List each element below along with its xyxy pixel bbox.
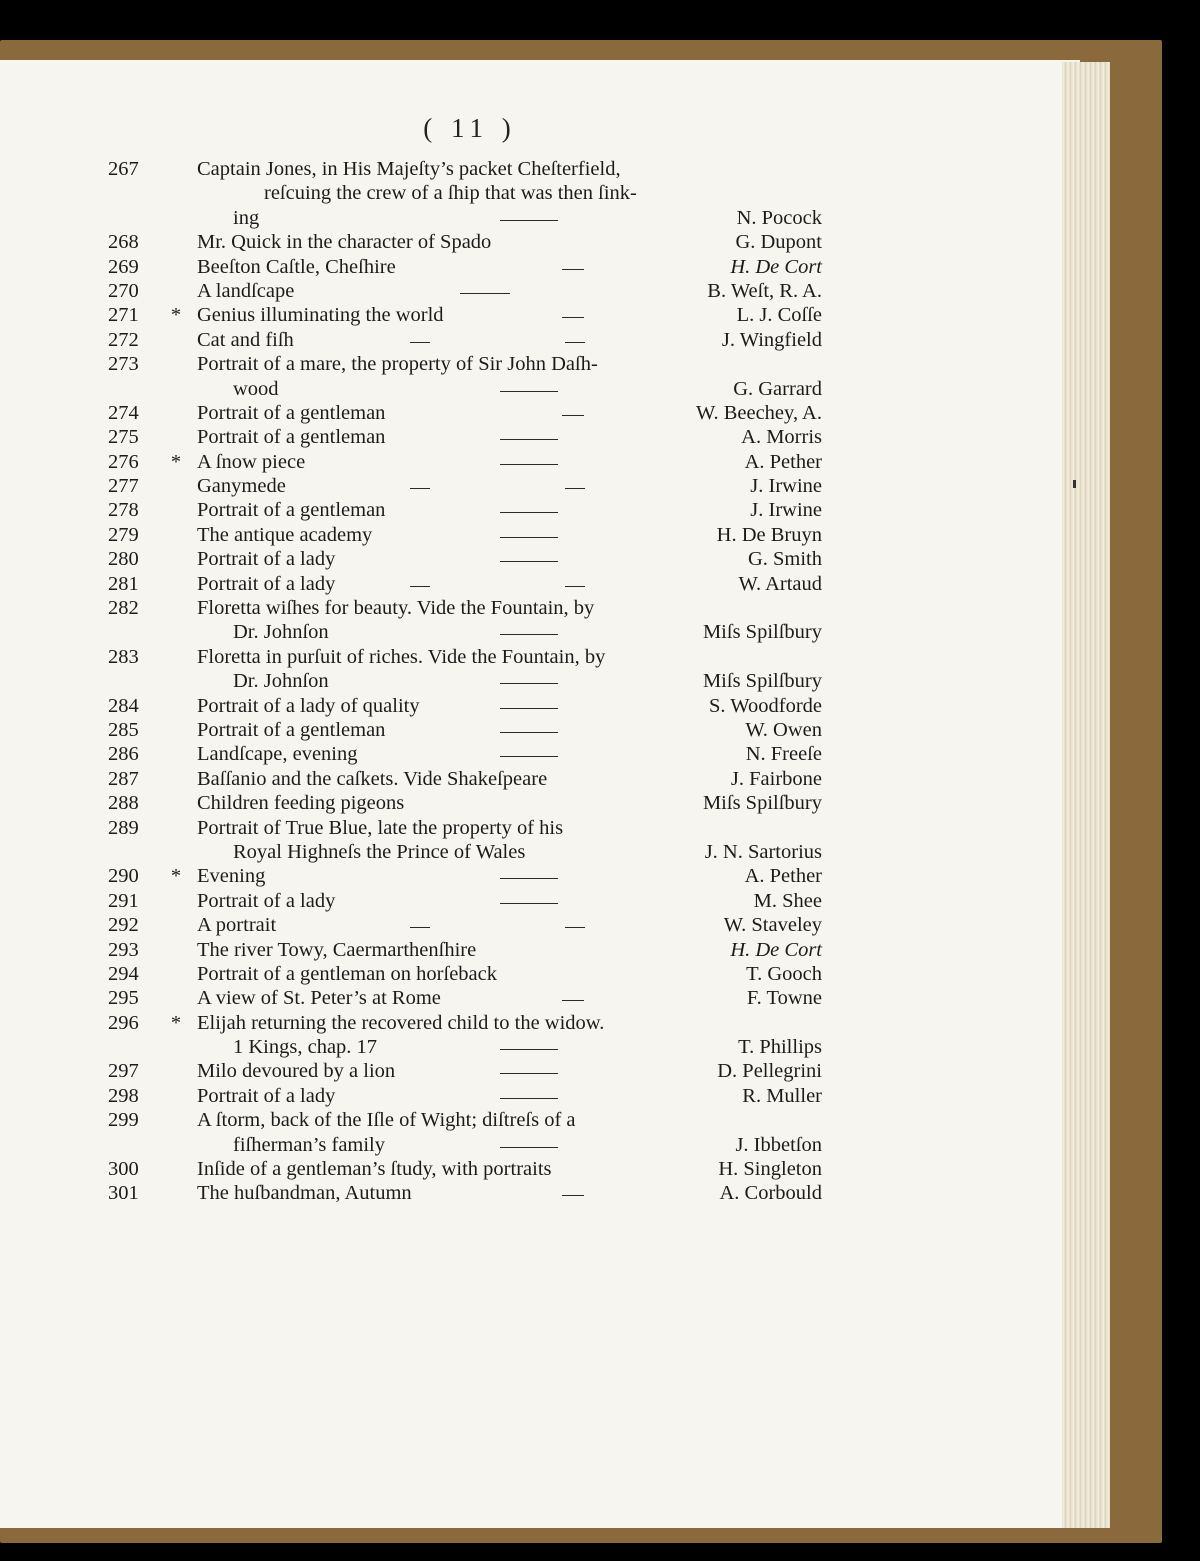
entry-artist: J. Wingfield — [721, 328, 822, 351]
catalogue-entry — [0, 914, 1080, 938]
exhibit-asterisk: * — [170, 1011, 182, 1034]
exhibit-asterisk: * — [170, 450, 182, 473]
entry-title: Portrait of a gentleman — [197, 401, 386, 424]
page-number-header: ( 11 ) — [423, 113, 517, 143]
entry-title: A ſtorm, back of the Iſle of Wight; diſtreſs of a — [197, 1109, 576, 1132]
entry-number: 284 — [108, 694, 139, 717]
catalogue-entry — [0, 573, 1080, 597]
entry-title: The river Towy, Caermarthenſhire — [197, 938, 477, 961]
catalogue-entry — [0, 1036, 1080, 1060]
leader-dash — [500, 878, 558, 879]
catalogue-entry — [0, 963, 1080, 987]
catalogue-entry — [0, 792, 1080, 816]
entry-number: 282 — [108, 597, 139, 620]
entry-number: 283 — [108, 645, 139, 668]
catalogue-entries — [0, 158, 1080, 1207]
exhibit-asterisk: * — [170, 865, 182, 888]
entry-title: Elijah returning the recovered child to the widow. — [197, 1011, 605, 1034]
catalogue-entry — [0, 1134, 1080, 1158]
entry-number: 271 — [108, 304, 139, 327]
entry-title: A landſcape — [197, 279, 295, 302]
leader-dash — [562, 1195, 584, 1196]
entry-title: Floretta in purſuit of riches. Vide the Fountain, by — [197, 645, 606, 668]
leader-dash — [500, 512, 558, 513]
catalogue-entry — [0, 621, 1080, 645]
entry-title: ing — [233, 206, 260, 229]
entry-title: The huſbandman, Autumn — [197, 1182, 412, 1205]
leader-dash — [565, 927, 585, 928]
catalogue-entry — [0, 1012, 1080, 1036]
entry-number: 290 — [108, 865, 139, 888]
entry-number: 292 — [108, 914, 139, 937]
entry-artist: S. Woodforde — [709, 694, 822, 717]
leader-dash — [500, 220, 558, 221]
entry-artist: A. Morris — [741, 426, 822, 449]
entry-artist: Miſs Spilſbury — [702, 792, 822, 815]
entry-artist: H. Singleton — [718, 1158, 822, 1181]
catalogue-entry — [0, 353, 1080, 377]
entry-artist: J. N. Sartorius — [704, 840, 822, 863]
leader-dash — [562, 1000, 584, 1001]
entry-artist: H. De Cort — [730, 255, 822, 278]
catalogue-entry — [0, 743, 1080, 767]
entry-number: 279 — [108, 523, 139, 546]
entry-title: Portrait of a lady — [197, 572, 336, 595]
entry-number: 291 — [108, 889, 139, 912]
catalogue-entry — [0, 768, 1080, 792]
entry-number: 297 — [108, 1060, 139, 1083]
leader-dash — [500, 903, 558, 904]
entry-title: fiſherman’s family — [233, 1133, 385, 1156]
entry-artist: N. Pocock — [736, 206, 822, 229]
leader-dash — [500, 634, 558, 635]
entry-artist: J. Ibbetſon — [735, 1133, 822, 1156]
entry-number: 293 — [108, 938, 139, 961]
entry-title: Portrait of a gentleman — [197, 426, 386, 449]
exhibit-asterisk: * — [170, 304, 182, 327]
entry-title: 1 Kings, chap. 17 — [233, 1036, 378, 1059]
entry-artist: A. Pether — [744, 865, 822, 888]
entry-artist: R. Muller — [742, 1084, 822, 1107]
leader-dash — [500, 732, 558, 733]
catalogue-entry — [0, 231, 1080, 255]
catalogue-entry — [0, 1182, 1080, 1206]
entry-artist: J. Irwine — [750, 499, 822, 522]
entry-artist: W. Owen — [745, 718, 822, 741]
catalogue-entry — [0, 524, 1080, 548]
entry-title: Mr. Quick in the character of Spado — [197, 231, 492, 254]
entry-artist: H. De Bruyn — [716, 523, 822, 546]
catalogue-entry — [0, 1085, 1080, 1109]
entry-artist: T. Phillips — [738, 1036, 822, 1059]
entry-artist: N. Freeſe — [745, 743, 822, 766]
entry-number: 301 — [108, 1182, 139, 1205]
entry-number: 278 — [108, 499, 139, 522]
entry-number: 296 — [108, 1011, 139, 1034]
leader-dash — [500, 1049, 558, 1050]
entry-artist: F. Towne — [746, 987, 822, 1010]
leader-dash — [500, 708, 558, 709]
entry-artist: Miſs Spilſbury — [702, 621, 822, 644]
leader-dash — [500, 1098, 558, 1099]
entry-title: Dr. Johnſon — [233, 621, 329, 644]
leader-dash — [460, 293, 510, 294]
catalogue-entry — [0, 304, 1080, 328]
entry-title: Evening — [197, 865, 266, 888]
entry-number: 267 — [108, 158, 139, 180]
catalogue-entry — [0, 207, 1080, 231]
entry-artist: J. Irwine — [750, 475, 822, 498]
catalogue-entry — [0, 402, 1080, 426]
entry-number: 277 — [108, 475, 139, 498]
entry-title: reſcuing the crew of a ſhip that was then ſink- — [264, 182, 637, 205]
catalogue-entry — [0, 841, 1080, 865]
entry-artist: H. De Cort — [730, 938, 822, 961]
catalogue-entry — [0, 597, 1080, 621]
entry-number: 280 — [108, 548, 139, 571]
leader-dash — [500, 391, 558, 392]
entry-artist: D. Pellegrini — [717, 1060, 822, 1083]
entry-title: Beeſton Caſtle, Cheſhire — [197, 255, 396, 278]
leader-dash — [410, 342, 430, 343]
catalogue-entry — [0, 695, 1080, 719]
entry-number: 274 — [108, 401, 139, 424]
entry-artist: M. Shee — [753, 889, 822, 912]
entry-number: 272 — [108, 328, 139, 351]
catalogue-entry — [0, 890, 1080, 914]
entry-title: Captain Jones, in His Majeſty’s packet Cheſterfield, — [197, 158, 621, 180]
catalogue-entry — [0, 1158, 1080, 1182]
leader-dash — [500, 561, 558, 562]
entry-title: Cat and fiſh — [197, 328, 294, 351]
entry-artist: G. Smith — [747, 548, 822, 571]
entry-number: 299 — [108, 1109, 139, 1132]
entry-number: 268 — [108, 231, 139, 254]
catalogue-entry — [0, 719, 1080, 743]
entry-artist: A. Corbould — [719, 1182, 822, 1205]
entry-title: A portrait — [197, 914, 277, 937]
entry-title: wood — [233, 377, 279, 400]
entry-artist: J. Fairbone — [730, 767, 822, 790]
leader-dash — [565, 342, 585, 343]
catalogue-entry — [0, 280, 1080, 304]
catalogue-entry — [0, 646, 1080, 670]
entry-title: Children feeding pigeons — [197, 792, 405, 815]
entry-title: Portrait of a mare, the property of Sir John Daſh- — [197, 353, 598, 376]
entry-title: Genius illuminating the world — [197, 304, 444, 327]
entry-title: Portrait of True Blue, late the property of his — [197, 816, 564, 839]
leader-dash — [562, 415, 584, 416]
entry-title: Inſide of a gentleman’s ſtudy, with portraits — [197, 1158, 552, 1181]
entry-artist: W. Beechey, A. — [695, 401, 822, 424]
entry-number: 270 — [108, 279, 139, 302]
leader-dash — [410, 927, 430, 928]
catalogue-entry — [0, 1109, 1080, 1133]
leader-dash — [410, 586, 430, 587]
entry-title: Baſſanio and the caſkets. Vide Shakeſpeare — [197, 767, 548, 790]
entry-number: 295 — [108, 987, 139, 1010]
catalogue-entry — [0, 475, 1080, 499]
catalogue-entry — [0, 451, 1080, 475]
entry-number: 294 — [108, 962, 139, 985]
entry-title: Portrait of a lady of quality — [197, 694, 420, 717]
entry-artist: T. Gooch — [746, 962, 822, 985]
catalogue-entry — [0, 817, 1080, 841]
entry-title: Royal Highneſs the Prince of Wales — [233, 840, 526, 863]
leader-dash — [562, 317, 584, 318]
entry-artist: W. Staveley — [723, 914, 822, 937]
entry-number: 300 — [108, 1158, 139, 1181]
catalogue-entry — [0, 158, 1080, 182]
entry-number: 287 — [108, 767, 139, 790]
leader-dash — [562, 269, 584, 270]
leader-dash — [500, 1147, 558, 1148]
entry-title: Portrait of a gentleman — [197, 718, 386, 741]
leader-dash — [500, 439, 558, 440]
catalogue-entry — [0, 256, 1080, 280]
leader-dash — [500, 1073, 558, 1074]
entry-artist: B. Weſt, R. A. — [707, 279, 822, 302]
catalogue-entry — [0, 329, 1080, 353]
catalogue-entry — [0, 499, 1080, 523]
leader-dash — [565, 586, 585, 587]
entry-artist: Miſs Spilſbury — [702, 670, 822, 693]
catalogue-entry — [0, 865, 1080, 889]
entry-artist: A. Pether — [744, 450, 822, 473]
catalogue-entry — [0, 548, 1080, 572]
entry-title: Ganymede — [197, 475, 286, 498]
entry-number: 273 — [108, 353, 139, 376]
entry-title: Portrait of a gentleman — [197, 499, 386, 522]
leader-dash — [500, 537, 558, 538]
entry-number: 276 — [108, 450, 139, 473]
entry-number: 286 — [108, 743, 139, 766]
catalogue-entry — [0, 670, 1080, 694]
entry-title: Portrait of a lady — [197, 889, 336, 912]
entry-number: 298 — [108, 1084, 139, 1107]
leader-dash — [500, 756, 558, 757]
entry-title: Portrait of a lady — [197, 548, 336, 571]
catalogue-entry — [0, 1060, 1080, 1084]
catalogue-entry — [0, 426, 1080, 450]
entry-number: 275 — [108, 426, 139, 449]
entry-title: A view of St. Peter’s at Rome — [197, 987, 441, 1010]
entry-title: Dr. Johnſon — [233, 670, 329, 693]
leader-dash — [500, 464, 558, 465]
catalogue-entry — [0, 987, 1080, 1011]
catalogue-entry — [0, 182, 1080, 206]
entry-artist: L. J. Coſſe — [736, 304, 822, 327]
leader-dash — [500, 683, 558, 684]
entry-number: 285 — [108, 718, 139, 741]
leader-dash — [410, 488, 430, 489]
entry-title: Milo devoured by a lion — [197, 1060, 396, 1083]
entry-number: 289 — [108, 816, 139, 839]
entry-title: Floretta wiſhes for beauty. Vide the Fountain, by — [197, 597, 595, 620]
leader-dash — [565, 488, 585, 489]
entry-number: 288 — [108, 792, 139, 815]
entry-title: A ſnow piece — [197, 450, 306, 473]
entry-artist: G. Garrard — [733, 377, 822, 400]
entry-title: Portrait of a lady — [197, 1084, 336, 1107]
entry-title: The antique academy — [197, 523, 373, 546]
entry-number: 281 — [108, 572, 139, 595]
catalogue-entry — [0, 378, 1080, 402]
entry-title: Landſcape, evening — [197, 743, 358, 766]
entry-artist: G. Dupont — [735, 231, 822, 254]
entry-title: Portrait of a gentleman on horſeback — [197, 962, 497, 985]
catalogue-entry — [0, 939, 1080, 963]
entry-number: 269 — [108, 255, 139, 278]
entry-artist: W. Artaud — [738, 572, 822, 595]
